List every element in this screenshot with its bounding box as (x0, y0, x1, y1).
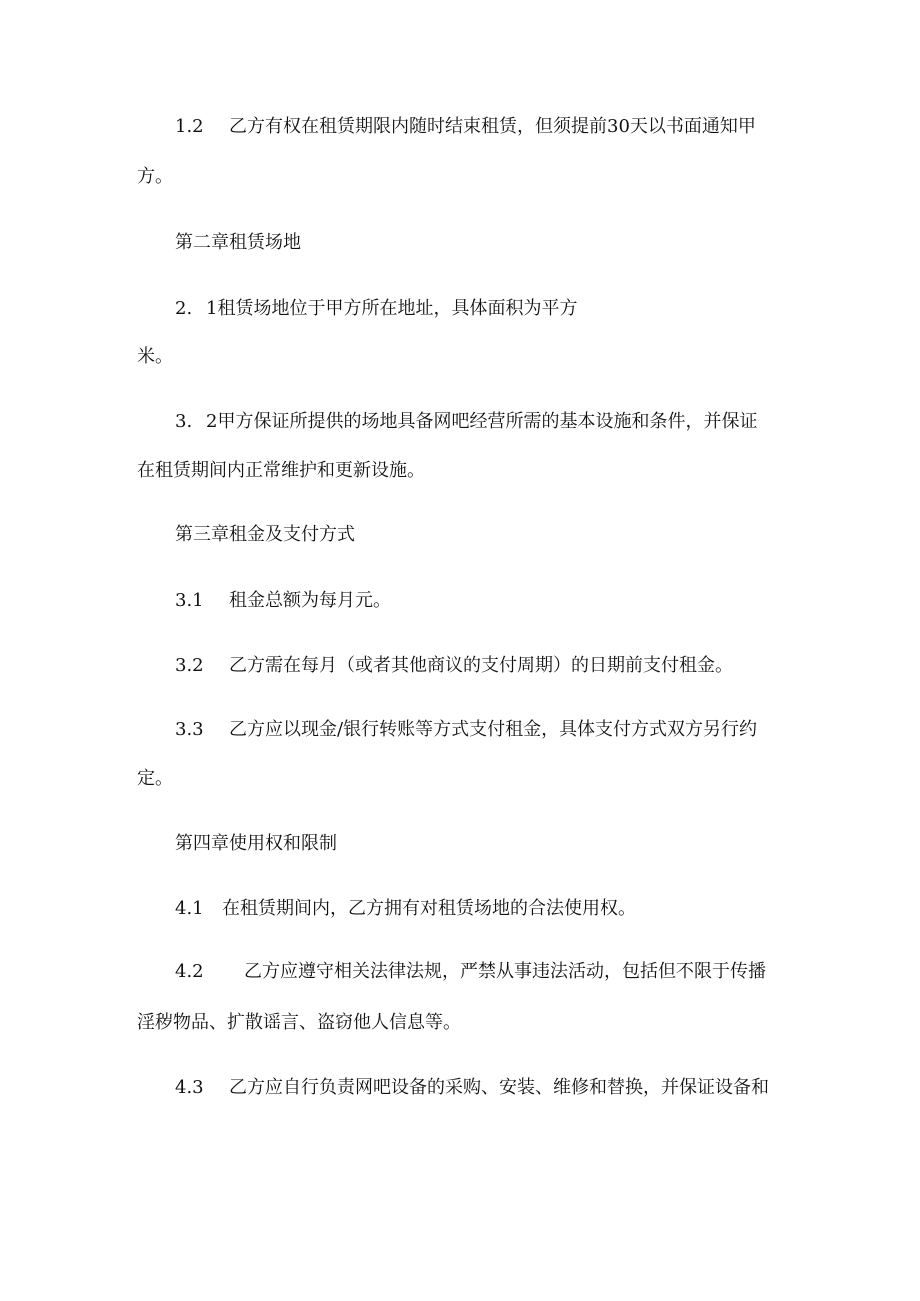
chapter-heading: 第三章租金及支付方式 (175, 524, 355, 545)
clause-continuation: 淫秽物品、扩散谣言、盗窃他人信息等。 (137, 1012, 461, 1033)
clause-number: 4.3 (175, 1077, 204, 1098)
clause-text: 2甲方保证所提供的场地具备网吧经营所需的基本设施和条件，并保证 (206, 411, 758, 432)
clause-number: 2. (175, 298, 193, 319)
chapter-heading: 第四章使用权和限制 (175, 833, 337, 854)
clause-number: 1.2 (175, 116, 204, 137)
clause-text: 乙方应遵守相关法律法规，严禁从事违法活动，包括但不限于传播 (244, 961, 766, 982)
clause-text: 乙方应以现金/银行转账等方式支付租金，具体支付方式双方另行约 (229, 719, 758, 740)
chapter-heading: 第二章租赁场地 (175, 232, 301, 253)
clause-text: 在租赁期间内，乙方拥有对租赁场地的合法使用权。 (222, 898, 636, 919)
clause-text: 乙方有权在租赁期限内随时结束租赁，但须提前30天以书面通知甲 (229, 116, 756, 137)
clause-number: 4.1 (175, 898, 204, 919)
clause-number: 3.2 (175, 655, 204, 676)
clause-text: 1租赁场地位于甲方所在地址，具体面积为平方 (206, 298, 578, 319)
clause-text: 乙方应自行负责网吧设备的采购、安装、维修和替换，并保证设备和 (229, 1077, 769, 1098)
clause-continuation: 米。 (137, 346, 173, 367)
clause-continuation: 定。 (137, 768, 173, 789)
clause-number: 3.3 (175, 719, 204, 740)
clause-number: 4.2 (175, 961, 204, 982)
clause-number: 3. (175, 411, 193, 432)
clause-continuation: 在租赁期间内正常维护和更新设施。 (137, 460, 425, 481)
clause-number: 3.1 (175, 590, 204, 611)
clause-continuation: 方。 (137, 166, 173, 187)
clause-text: 乙方需在每月（或者其他商议的支付周期）的日期前支付租金。 (229, 655, 733, 676)
clause-text: 租金总额为每月元。 (229, 590, 391, 611)
